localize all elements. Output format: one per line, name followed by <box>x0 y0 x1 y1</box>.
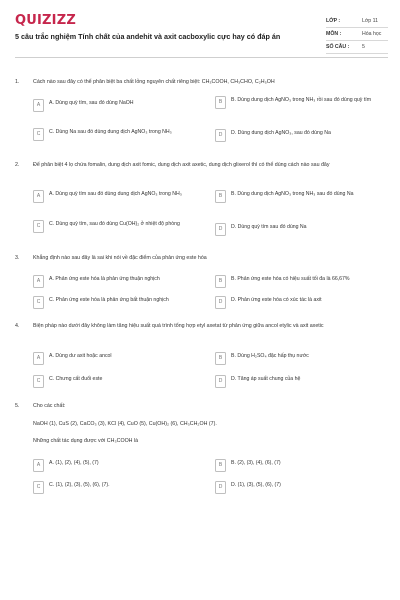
option-letter-box: D <box>215 129 226 142</box>
option-1d[interactable] <box>215 129 385 142</box>
option-letter-box: B <box>215 190 226 203</box>
question-number: 1. <box>15 79 20 85</box>
option-text: C. Phản ứng este hóa là phản ứng bất thuận nghịch <box>49 297 169 303</box>
option-text: B. Dùng dung dịch AgNO₃ trong NH₃ sau đó dùng Na <box>231 191 354 197</box>
meta-row-class <box>326 15 388 28</box>
option-letter-box: D <box>215 375 226 388</box>
question-text: Cho các chất: <box>33 403 66 409</box>
option-letter-box: A <box>33 459 44 472</box>
substance-list: NaOH (1), CuS (2), CaCO₃ (3), KCl (4), CuO (5), Cu(OH)₂ (6), CH₃CH₂OH (7). <box>33 421 217 427</box>
option-2a[interactable] <box>33 190 203 203</box>
header-divider <box>15 57 388 58</box>
question-number: 2. <box>15 162 20 168</box>
option-2b[interactable] <box>215 190 385 203</box>
question-text: Cách nào sau đây có thể phân biệt ba chất lỏng nguyên chất riêng biệt: CH₃COOH, CH₃CHO, C₂H₅OH <box>33 79 275 85</box>
option-3b[interactable] <box>215 275 385 288</box>
option-letter-box: B <box>215 459 226 472</box>
option-5a[interactable] <box>33 459 203 472</box>
option-text: C. Dùng Na sau đó dùng dung dịch AgNO₃ trong NH₃ <box>49 129 172 135</box>
question-number: 4. <box>15 323 20 329</box>
meta-key: SỐ CÂU : <box>326 44 350 50</box>
option-text: A. Phản ứng este hóa là phản ứng thuận nghịch <box>49 276 160 282</box>
option-letter-box: C <box>33 128 44 141</box>
option-1a[interactable] <box>33 99 203 112</box>
option-letter-box: C <box>33 220 44 233</box>
option-text: D. Phản ứng este hóa có xúc tác là axit <box>231 297 322 303</box>
option-text: A. Dùng quỳ tím, sau đó dùng NaOH <box>49 100 134 106</box>
option-5d[interactable] <box>215 481 385 494</box>
option-text: B. Dùng H₂SO₄ đặc hấp thụ nước <box>231 353 309 359</box>
option-letter-box: D <box>215 296 226 309</box>
option-text: B. (2), (3), (4), (6), (7) <box>231 460 281 466</box>
option-letter-box: B <box>215 275 226 288</box>
meta-value: 5 <box>362 44 365 50</box>
meta-key: LỚP : <box>326 18 341 24</box>
option-letter-box: D <box>215 481 226 494</box>
question-number: 3. <box>15 255 20 261</box>
meta-row-subject <box>326 28 388 41</box>
option-3d[interactable] <box>215 296 385 309</box>
page-title: 5 câu trắc nghiệm Tính chất của andehit và axit cacboxylic cực hay có đáp án <box>15 32 281 41</box>
question-number: 5. <box>15 403 20 409</box>
option-4a[interactable] <box>33 352 203 365</box>
option-letter-box: A <box>33 190 44 203</box>
option-1b[interactable] <box>215 96 385 109</box>
option-3a[interactable] <box>33 275 203 288</box>
option-letter-box: A <box>33 275 44 288</box>
option-letter-box: A <box>33 352 44 365</box>
option-2c[interactable] <box>33 220 203 233</box>
option-letter-box: C <box>33 481 44 494</box>
option-text: C. (1), (2), (3), (5), (6), (7). <box>49 482 110 488</box>
option-1c[interactable] <box>33 128 203 141</box>
option-4c[interactable] <box>33 375 203 388</box>
option-4d[interactable] <box>215 375 385 388</box>
question-text: Biện pháp nào dưới đây không làm tăng hiệu suất quá trình tổng hợp etyl axetat từ phản ứng giữa ancol etylic và axit axetic <box>33 323 324 329</box>
meta-value: Hóa học <box>362 31 382 37</box>
option-text: B. Phản ứng este hóa có hiệu suất tối đa là 66,67% <box>231 276 350 282</box>
question-text: Khẳng định nào sau đây là sai khi nói về đặc điểm của phản ứng este hóa <box>33 255 207 261</box>
meta-row-count <box>326 41 388 54</box>
meta-table <box>326 15 388 54</box>
option-text: D. Dùng dung dịch AgNO₃, sau đó dùng Na <box>231 130 331 136</box>
option-letter-box: C <box>33 296 44 309</box>
option-letter-box: C <box>33 375 44 388</box>
option-letter-box: A <box>33 99 44 112</box>
question-ask: Những chất tác dụng được với CH₃COOH là <box>33 438 139 444</box>
quizizz-logo: QUIZIZZ <box>15 13 76 28</box>
option-text: A. Dùng quỳ tím sau đó dùng dung dịch AgNO₃ trong NH₃ <box>49 191 182 197</box>
option-text: B. Dùng dung dịch AgNO₃ trong NH₃ rồi sau đó dùng quỳ tím <box>231 97 372 103</box>
option-letter-box: B <box>215 96 226 109</box>
meta-key: MÔN : <box>326 31 342 37</box>
option-4b[interactable] <box>215 352 385 365</box>
option-text: C. Dùng quỳ tím, sau đó dùng Cu(OH)₂ ở nhiệt độ phòng <box>49 221 180 227</box>
option-text: C. Chưng cất đuổi este <box>49 376 103 382</box>
option-5b[interactable] <box>215 459 385 472</box>
option-2d[interactable] <box>215 223 385 236</box>
option-text: A. (1), (2), (4), (5), (7) <box>49 460 99 466</box>
option-text: A. Dùng dư axit hoặc ancol <box>49 353 112 359</box>
option-3c[interactable] <box>33 296 203 309</box>
question-text: Để phân biệt 4 lọ chứa fomalin, dung dịch axit fomic, dung dịch axit axetic, dung dịch glixerol thì có thể dùng cách nào sau đây <box>33 162 330 168</box>
option-letter-box: D <box>215 223 226 236</box>
option-letter-box: B <box>215 352 226 365</box>
option-5c[interactable] <box>33 481 203 494</box>
option-text: D. (1), (3), (5), (6), (7) <box>231 482 281 488</box>
meta-value: Lớp 11 <box>362 18 378 24</box>
option-text: D. Tăng áp suất chung của hệ <box>231 376 301 382</box>
option-text: D. Dùng quỳ tím sau đó dùng Na <box>231 224 307 230</box>
